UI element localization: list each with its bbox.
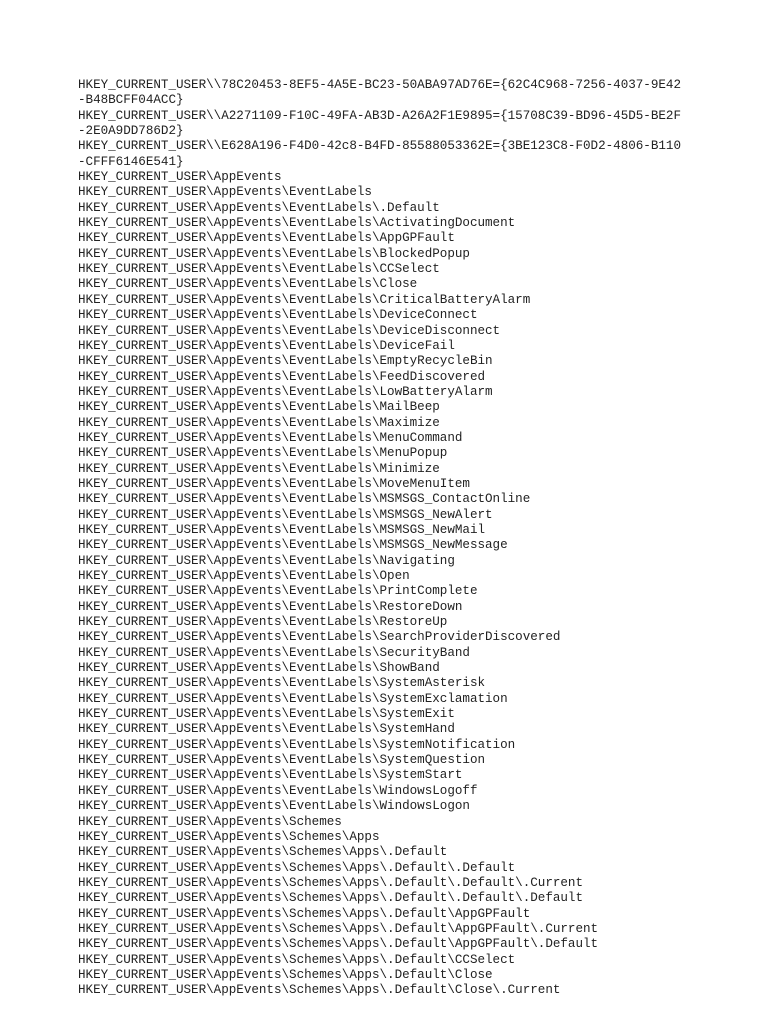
registry-key-line: HKEY_CURRENT_USER\AppEvents\EventLabels\Close [78, 277, 418, 292]
registry-key-line: HKEY_CURRENT_USER\\A2271109-F10C-49FA-AB3D-A26A2F1E9895={15708C39-BD96-45D5-BE2F [78, 108, 681, 123]
registry-key-line: HKEY_CURRENT_USER\AppEvents\Schemes\Apps\.Default\AppGPFault\.Current [78, 921, 599, 936]
registry-key-line: HKEY_CURRENT_USER\AppEvents\EventLabels\EmptyRecycleBin [78, 354, 493, 369]
registry-key-line: HKEY_CURRENT_USER\AppEvents\EventLabels\WindowsLogoff [78, 783, 478, 798]
registry-key-line: HKEY_CURRENT_USER\AppEvents\EventLabels\FeedDiscovered [78, 369, 486, 384]
registry-key-line: HKEY_CURRENT_USER\AppEvents\EventLabels\RestoreUp [78, 615, 448, 630]
registry-key-line: HKEY_CURRENT_USER\AppEvents\EventLabels\MSMSGS_NewMessage [78, 538, 508, 553]
registry-key-line: HKEY_CURRENT_USER\AppEvents\EventLabels\SecurityBand [78, 645, 470, 660]
registry-key-line: HKEY_CURRENT_USER\AppEvents\Schemes\Apps\.Default\.Default\.Current [78, 875, 584, 890]
registry-key-line: HKEY_CURRENT_USER\AppEvents\EventLabels\MSMSGS_ContactOnline [78, 492, 531, 507]
registry-key-line: HKEY_CURRENT_USER\AppEvents\Schemes\Apps\.Default [78, 845, 448, 860]
registry-key-line: HKEY_CURRENT_USER\AppEvents\EventLabels\MoveMenuItem [78, 476, 470, 491]
registry-key-line: HKEY_CURRENT_USER\AppEvents\EventLabels\ShowBand [78, 661, 440, 676]
registry-key-line: HKEY_CURRENT_USER\AppEvents\EventLabels\PrintComplete [78, 584, 478, 599]
registry-key-line: HKEY_CURRENT_USER\AppEvents\EventLabels\Navigating [78, 553, 455, 568]
registry-key-line: HKEY_CURRENT_USER\AppEvents\EventLabels\.Default [78, 200, 440, 215]
registry-key-line: HKEY_CURRENT_USER\AppEvents\EventLabels\MSMSGS_NewAlert [78, 507, 493, 522]
registry-key-line: HKEY_CURRENT_USER\AppEvents\EventLabels\MenuCommand [78, 430, 463, 445]
registry-key-line: -CFFF6146E541} [78, 154, 184, 169]
registry-key-line: HKEY_CURRENT_USER\AppEvents\Schemes\Apps\.Default\.Default [78, 860, 516, 875]
registry-key-line: HKEY_CURRENT_USER\AppEvents\EventLabels\SystemExclamation [78, 691, 508, 706]
registry-key-line: HKEY_CURRENT_USER\AppEvents\EventLabels\DeviceDisconnect [78, 323, 501, 338]
registry-key-line: HKEY_CURRENT_USER\AppEvents\EventLabels\DeviceConnect [78, 308, 478, 323]
registry-key-line: HKEY_CURRENT_USER\AppEvents\EventLabels\WindowsLogon [78, 799, 470, 814]
registry-key-line: HKEY_CURRENT_USER\AppEvents\EventLabels\DeviceFail [78, 338, 455, 353]
registry-key-line: HKEY_CURRENT_USER\AppEvents\EventLabels\SystemExit [78, 707, 455, 722]
registry-key-line: HKEY_CURRENT_USER\AppEvents\Schemes\Apps [78, 829, 380, 844]
registry-key-line: HKEY_CURRENT_USER\AppEvents\EventLabels\Maximize [78, 415, 440, 430]
registry-key-line: HKEY_CURRENT_USER\AppEvents\EventLabels\RestoreDown [78, 599, 463, 614]
registry-key-line: HKEY_CURRENT_USER\AppEvents\EventLabels\LowBatteryAlarm [78, 384, 493, 399]
registry-key-line: HKEY_CURRENT_USER\AppEvents\EventLabels\SystemQuestion [78, 753, 486, 768]
registry-key-line: HKEY_CURRENT_USER\AppEvents\EventLabels\Minimize [78, 461, 440, 476]
registry-key-line: HKEY_CURRENT_USER\AppEvents [78, 170, 282, 185]
registry-key-line: HKEY_CURRENT_USER\AppEvents\EventLabels\Open [78, 569, 410, 583]
registry-key-line: HKEY_CURRENT_USER\AppEvents\EventLabels\CriticalBatteryAlarm [78, 292, 531, 307]
registry-key-line: HKEY_CURRENT_USER\AppEvents\EventLabels\MailBeep [78, 400, 440, 415]
registry-key-line: HKEY_CURRENT_USER\AppEvents\Schemes [78, 814, 342, 829]
registry-key-line: HKEY_CURRENT_USER\AppEvents\EventLabels [78, 185, 372, 200]
registry-key-line: HKEY_CURRENT_USER\AppEvents\EventLabels\SystemAsterisk [78, 676, 486, 691]
registry-key-line: HKEY_CURRENT_USER\AppEvents\Schemes\Apps\.Default\AppGPFault\.Default [78, 937, 599, 952]
registry-key-line: HKEY_CURRENT_USER\AppEvents\EventLabels\ActivatingDocument [78, 216, 516, 231]
registry-key-line: HKEY_CURRENT_USER\AppEvents\Schemes\Apps\.Default\Close\.Current [78, 983, 561, 998]
registry-key-line: HKEY_CURRENT_USER\AppEvents\EventLabels\BlockedPopup [78, 246, 470, 261]
registry-key-line: HKEY_CURRENT_USER\AppEvents\EventLabels\SystemNotification [78, 737, 516, 752]
registry-key-line: HKEY_CURRENT_USER\AppEvents\Schemes\Apps\.Default\Close [78, 967, 493, 982]
registry-key-line: HKEY_CURRENT_USER\AppEvents\EventLabels\MenuPopup [78, 446, 448, 461]
registry-key-line: HKEY_CURRENT_USER\AppEvents\EventLabels\SystemStart [78, 768, 463, 783]
registry-key-line: HKEY_CURRENT_USER\AppEvents\EventLabels\SystemHand [78, 722, 455, 737]
registry-key-listing [78, 78, 708, 999]
registry-key-line: HKEY_CURRENT_USER\AppEvents\EventLabels\AppGPFault [78, 231, 455, 246]
registry-key-line: HKEY_CURRENT_USER\AppEvents\EventLabels\MSMSGS_NewMail [78, 522, 486, 537]
registry-key-line: HKEY_CURRENT_USER\AppEvents\EventLabels\CCSelect [78, 262, 440, 277]
registry-key-line: HKEY_CURRENT_USER\AppEvents\Schemes\Apps\.Default\CCSelect [78, 952, 516, 967]
registry-key-line: HKEY_CURRENT_USER\AppEvents\EventLabels\SearchProviderDiscovered [78, 630, 561, 645]
registry-key-line: -B48BCFF04ACC} [78, 93, 184, 108]
registry-key-line: HKEY_CURRENT_USER\\E628A196-F4D0-42c8-B4FD-85588053362E={3BE123C8-F0D2-4806-B110 [78, 139, 681, 154]
registry-key-line: -2E0A9DD786D2} [78, 124, 184, 139]
registry-key-line: HKEY_CURRENT_USER\AppEvents\Schemes\Apps\.Default\.Default\.Default [78, 891, 584, 906]
registry-key-line: HKEY_CURRENT_USER\\78C20453-8EF5-4A5E-BC23-50ABA97AD76E={62C4C968-7256-4037-9E42 [78, 78, 681, 92]
registry-key-line: HKEY_CURRENT_USER\AppEvents\Schemes\Apps\.Default\AppGPFault [78, 906, 531, 921]
